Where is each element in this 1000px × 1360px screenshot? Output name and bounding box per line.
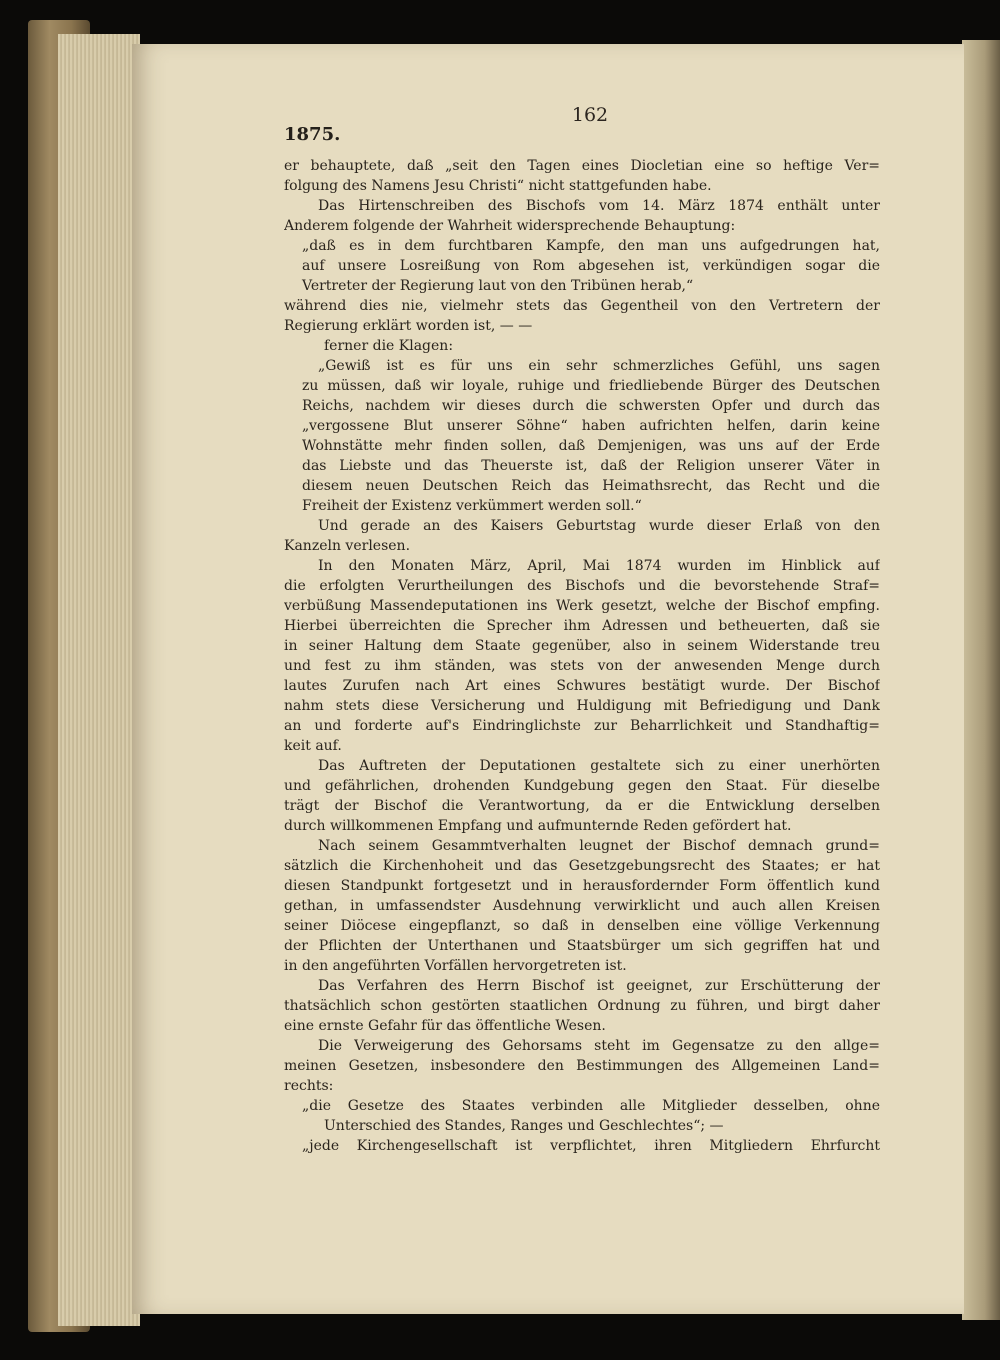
text-line: verbüßung Massendeputationen ins Werk gesetzt, welche der Bischof empfing. [284, 598, 880, 614]
text-line: Vertreter der Regierung laut von den Tribünen herab,“ [302, 278, 694, 294]
text-line: Nach seinem Gesammtverhalten leugnet der Bischof demnach grund= [318, 838, 880, 854]
text-line: und gefährlichen, drohenden Kundgebung gegen den Staat. Für dieselbe [284, 778, 880, 794]
text-line: „daß es in dem furchtbaren Kampfe, den man uns aufgedrungen hat, [302, 238, 880, 254]
text-line: thatsächlich schon gestörten staatlichen Ordnung zu führen, und birgt daher [284, 998, 880, 1014]
text-line: in seiner Haltung dem Staate gegenüber, also in seinem Widerstande treu [284, 638, 880, 654]
text-line: zu müssen, daß wir loyale, ruhige und friedliebende Bürger des Deutschen [302, 378, 880, 394]
text-line: rechts: [284, 1078, 334, 1094]
text-line: In den Monaten März, April, Mai 1874 wurden im Hinblick auf [318, 558, 880, 574]
text-line: und fest zu ihm ständen, was stets von der anwesenden Menge durch [284, 658, 880, 674]
text-line: Wohnstätte mehr finden sollen, daß Demjenigen, was uns auf der Erde [302, 438, 880, 454]
next-page-edge [962, 40, 1000, 1320]
text-line: an und forderte auf's Eindringlichste zur Beharrlichkeit und Standhaftig= [284, 718, 880, 734]
text-line: durch willkommenen Empfang und aufmunternde Reden gefördert hat. [284, 818, 792, 834]
text-line: „vergossene Blut unserer Söhne“ haben aufrichten helfen, darin keine [302, 418, 880, 434]
text-line: er behauptete, daß „seit den Tagen eines Diocletian eine so heftige Ver= [284, 158, 880, 174]
year-heading: 1875. [284, 124, 341, 145]
text-line: Freiheit der Existenz verkümmert werden soll.“ [302, 498, 642, 514]
text-line: Das Auftreten der Deputationen gestaltete sich zu einer unerhörten [318, 758, 880, 774]
text-line: Reichs, nachdem wir dieses durch die schwersten Opfer und durch das [302, 398, 880, 414]
text-line: auf unsere Losreißung von Rom abgesehen ist, verkündigen sogar die [302, 258, 880, 274]
text-line: das Liebste und das Theuerste ist, daß der Religion unserer Väter in [302, 458, 880, 474]
text-line: Kanzeln verlesen. [284, 538, 411, 554]
text-line: während dies nie, vielmehr stets das Gegentheil von den Vertretern der [284, 298, 880, 314]
text-line: der Pflichten der Unterthanen und Staatsbürger um sich gegriffen hat und [284, 938, 880, 954]
body-text [284, 156, 880, 1156]
text-line: trägt der Bischof die Verantwortung, da er die Entwicklung derselben [284, 798, 880, 814]
text-line: Unterschied des Standes, Ranges und Geschlechtes“; — [324, 1118, 724, 1134]
text-line: Anderem folgende der Wahrheit widersprechende Behauptung: [284, 218, 736, 234]
text-line: die erfolgten Verurtheilungen des Bischofs und die bevorstehende Straf= [284, 578, 880, 594]
text-line: seiner Diöcese eingepflanzt, so daß in denselben eine völlige Verkennung [284, 918, 880, 934]
text-line: sätzlich die Kirchenhoheit und das Gesetzgebungsrecht des Staates; er hat [284, 858, 880, 874]
text-line: Regierung erklärt worden ist, — — [284, 318, 533, 334]
text-line: Das Verfahren des Herrn Bischof ist geeignet, zur Erschütterung der [318, 978, 880, 994]
text-line: eine ernste Gefahr für das öffentliche Wesen. [284, 1018, 606, 1034]
text-line: „die Gesetze des Staates verbinden alle Mitglieder desselben, ohne [302, 1098, 880, 1114]
text-line: diesen Standpunkt fortgesetzt und in herausfordernder Form öffentlich kund [284, 878, 880, 894]
page-number: 162 [571, 104, 609, 126]
text-line: keit auf. [284, 738, 342, 754]
text-line: folgung des Namens Jesu Christi“ nicht stattgefunden habe. [284, 178, 712, 194]
text-line: in den angeführten Vorfällen hervorgetreten ist. [284, 958, 627, 974]
text-line: Und gerade an des Kaisers Geburtstag wurde dieser Erlaß von den [318, 518, 880, 534]
page-stack-edge [58, 34, 140, 1326]
text-line: „Gewiß ist es für uns ein sehr schmerzliches Gefühl, uns sagen [318, 358, 880, 374]
text-line: Hierbei überreichten die Sprecher ihm Adressen und betheuerten, daß sie [284, 618, 880, 634]
text-line: Die Verweigerung des Gehorsams steht im Gegensatze zu den allge= [318, 1038, 880, 1054]
text-line: lautes Zurufen nach Art eines Schwures bestätigt wurde. Der Bischof [284, 678, 880, 694]
text-line: nahm stets diese Versicherung und Huldigung mit Befriedigung und Dank [284, 698, 880, 714]
text-line: Das Hirtenschreiben des Bischofs vom 14. März 1874 enthält unter [318, 198, 880, 214]
text-line: ferner die Klagen: [324, 338, 454, 354]
text-line: meinen Gesetzen, insbesondere den Bestimmungen des Allgemeinen Land= [284, 1058, 880, 1074]
text-line: gethan, in umfassendster Ausdehnung verwirklicht und auch allen Kreisen [284, 898, 880, 914]
text-line: diesem neuen Deutschen Reich das Heimathsrecht, das Recht und die [302, 478, 880, 494]
text-line: „jede Kirchengesellschaft ist verpflichtet, ihren Mitgliedern Ehrfurcht [302, 1138, 880, 1154]
